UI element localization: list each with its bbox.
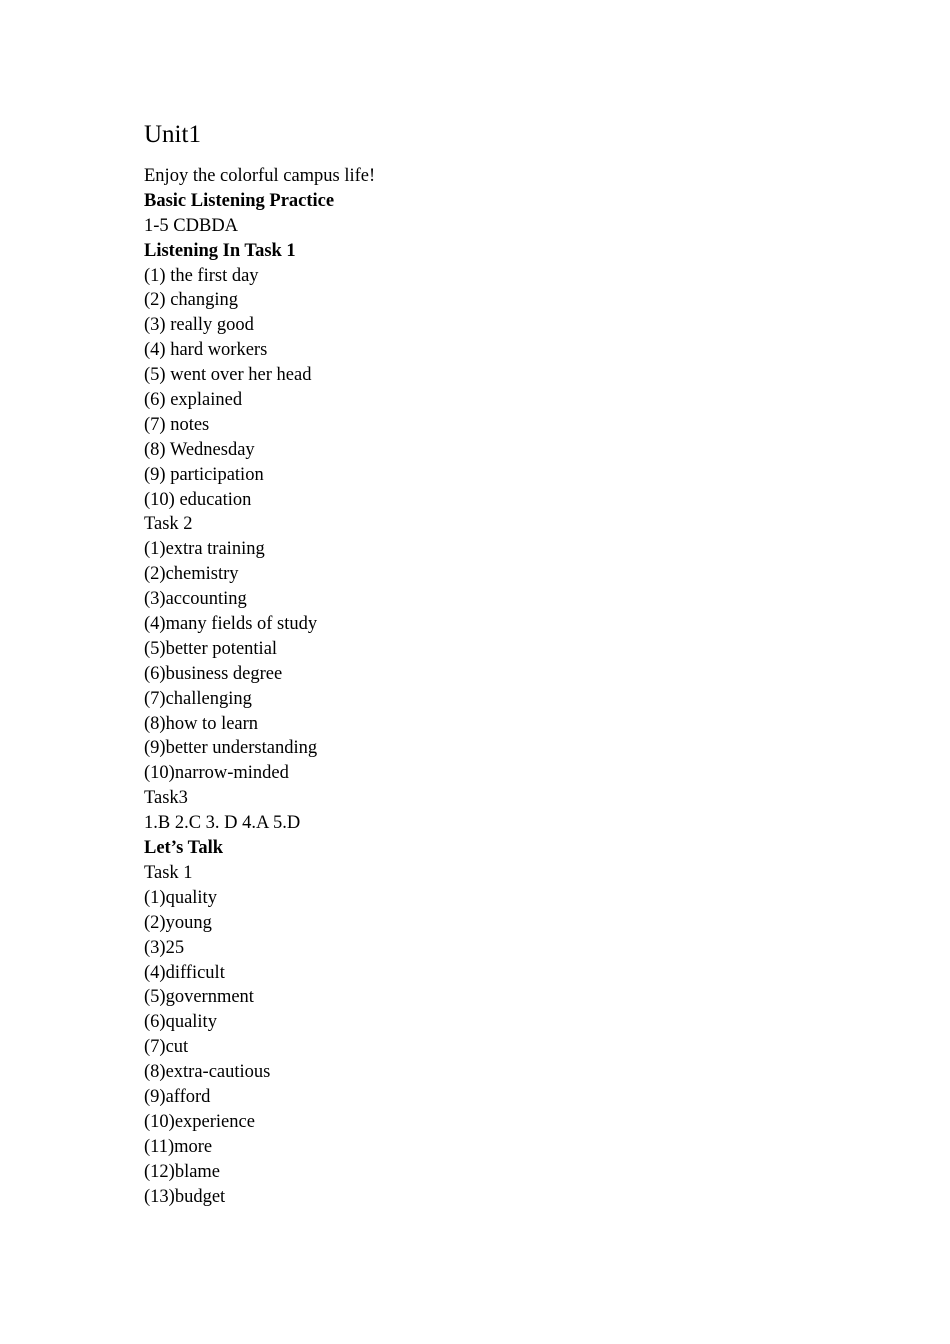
- document-body: [144, 164, 904, 1209]
- answer-line: (5)better potential: [144, 638, 278, 659]
- answer-line: (10)narrow-minded: [144, 763, 289, 784]
- answer-line: (4)many fields of study: [144, 614, 318, 635]
- answer-line: (2)young: [144, 912, 212, 933]
- answer-line: (2) changing: [144, 290, 239, 311]
- answer-line: (5)government: [144, 987, 254, 1008]
- answer-line: Task 2: [144, 514, 193, 535]
- answer-line: (5) went over her head: [144, 365, 312, 386]
- answer-line: (10) education: [144, 489, 252, 510]
- answer-line: (3)25: [144, 937, 185, 958]
- answer-line: (6)business degree: [144, 663, 283, 684]
- answer-line: (1) the first day: [144, 265, 259, 286]
- answer-line: 1-5 CDBDA: [144, 215, 239, 236]
- answer-line: (9) participation: [144, 464, 264, 485]
- answer-line: (9)better understanding: [144, 738, 318, 759]
- answer-line: Task3: [144, 788, 188, 809]
- answer-line: (12)blame: [144, 1161, 221, 1182]
- answer-line: (11)more: [144, 1136, 213, 1157]
- answer-line: (6) explained: [144, 390, 243, 411]
- answer-line: (4) hard workers: [144, 340, 268, 361]
- answer-line: (7) notes: [144, 414, 210, 435]
- answer-line: (8) Wednesday: [144, 439, 255, 460]
- answer-line: (9)afford: [144, 1086, 211, 1107]
- answer-line: (8)extra-cautious: [144, 1062, 271, 1083]
- answer-line: 1.B 2.C 3. D 4.A 5.D: [144, 813, 301, 834]
- answer-line: (6)quality: [144, 1012, 217, 1033]
- answer-line: (1)quality: [144, 887, 217, 908]
- answer-line: (1)extra training: [144, 539, 265, 560]
- answer-line: (3) really good: [144, 315, 254, 336]
- document-title: Unit1: [144, 121, 201, 148]
- section-heading: Let’s Talk: [144, 838, 223, 859]
- section-heading: Listening In Task 1: [144, 240, 296, 261]
- answer-line: (2)chemistry: [144, 564, 239, 585]
- answer-line: Task 1: [144, 862, 193, 883]
- answer-line: (7)cut: [144, 1037, 189, 1058]
- answer-line: (8)how to learn: [144, 713, 259, 734]
- answer-line: (7)challenging: [144, 688, 252, 709]
- answer-line: (10)experience: [144, 1111, 255, 1132]
- answer-line: Enjoy the colorful campus life!: [144, 166, 376, 186]
- section-heading: Basic Listening Practice: [144, 190, 335, 211]
- answer-line: (13)budget: [144, 1186, 226, 1207]
- answer-line: (4)difficult: [144, 962, 225, 983]
- document-page: [144, 118, 904, 1209]
- answer-line: (3)accounting: [144, 589, 247, 610]
